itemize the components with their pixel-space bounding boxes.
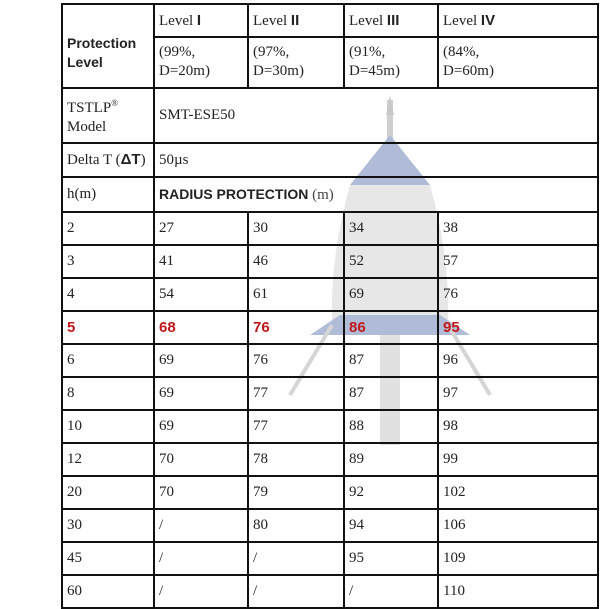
radius-cell-level-3: 88	[344, 410, 438, 443]
table-row	[62, 542, 598, 575]
radius-cell-level-1: 27	[154, 212, 248, 245]
radius-cell-level-2: 30	[248, 212, 344, 245]
table-row	[62, 575, 598, 608]
radius-cell-level-3: 69	[344, 278, 438, 311]
radius-protection-header: RADIUS PROTECTION (m)	[154, 177, 598, 212]
radius-cell-level-4: 76	[438, 278, 598, 311]
height-cell: 60	[62, 575, 154, 608]
table-row	[62, 476, 598, 509]
radius-cell-level-2: 77	[248, 410, 344, 443]
radius-cell-level-3: 92	[344, 476, 438, 509]
level-1-header: Level I	[154, 4, 248, 37]
table-row	[62, 344, 598, 377]
radius-cell-level-1: 69	[154, 410, 248, 443]
radius-cell-level-3: /	[344, 575, 438, 608]
table-row	[62, 278, 598, 311]
radius-cell-level-1: 70	[154, 476, 248, 509]
radius-cell-level-1: /	[154, 509, 248, 542]
radius-cell-level-2: 76	[248, 344, 344, 377]
delta-t-value: 50µs	[154, 143, 598, 177]
radius-cell-level-2: /	[248, 542, 344, 575]
height-cell: 6	[62, 344, 154, 377]
radius-cell-level-2: /	[248, 575, 344, 608]
radius-cell-level-1: 69	[154, 377, 248, 410]
height-cell: 30	[62, 509, 154, 542]
level-3-header: Level III	[344, 4, 438, 37]
radius-cell-level-3: 87	[344, 344, 438, 377]
protection-level-header: Protection Level	[62, 4, 154, 88]
protection-table	[61, 3, 599, 609]
radius-rows	[62, 212, 598, 608]
radius-cell-level-2: 77	[248, 377, 344, 410]
radius-cell-level-3: 95	[344, 542, 438, 575]
level-4-params: (84%, D=60m)	[438, 37, 598, 88]
table-row	[62, 377, 598, 410]
radius-cell-level-1: 70	[154, 443, 248, 476]
level-3-params: (91%, D=45m)	[344, 37, 438, 88]
radius-cell-level-1: 68	[154, 311, 248, 344]
radius-cell-level-4: 97	[438, 377, 598, 410]
radius-cell-level-2: 78	[248, 443, 344, 476]
level-2-params: (97%, D=30m)	[248, 37, 344, 88]
radius-cell-level-1: /	[154, 542, 248, 575]
radius-cell-level-3: 89	[344, 443, 438, 476]
radius-cell-level-4: 99	[438, 443, 598, 476]
level-2-header: Level II	[248, 4, 344, 37]
radius-cell-level-1: 69	[154, 344, 248, 377]
radius-cell-level-4: 110	[438, 575, 598, 608]
height-cell: 10	[62, 410, 154, 443]
radius-cell-level-1: 41	[154, 245, 248, 278]
table-row	[62, 410, 598, 443]
radius-cell-level-2: 61	[248, 278, 344, 311]
radius-cell-level-4: 96	[438, 344, 598, 377]
height-cell: 8	[62, 377, 154, 410]
radius-cell-level-4: 38	[438, 212, 598, 245]
height-cell: 5	[62, 311, 154, 344]
radius-cell-level-3: 34	[344, 212, 438, 245]
table-row	[62, 443, 598, 476]
radius-cell-level-3: 52	[344, 245, 438, 278]
radius-cell-level-4: 95	[438, 311, 598, 344]
height-cell: 12	[62, 443, 154, 476]
radius-cell-level-1: /	[154, 575, 248, 608]
level-1-params: (99%, D=20m)	[154, 37, 248, 88]
radius-cell-level-3: 86	[344, 311, 438, 344]
model-value: SMT-ESE50	[154, 88, 598, 143]
radius-cell-level-2: 79	[248, 476, 344, 509]
model-label: TSTLP® Model	[62, 88, 154, 143]
radius-cell-level-4: 98	[438, 410, 598, 443]
height-cell: 2	[62, 212, 154, 245]
radius-cell-level-3: 94	[344, 509, 438, 542]
radius-cell-level-4: 106	[438, 509, 598, 542]
radius-cell-level-2: 80	[248, 509, 344, 542]
radius-cell-level-4: 57	[438, 245, 598, 278]
table-row	[62, 212, 598, 245]
radius-cell-level-4: 102	[438, 476, 598, 509]
height-cell: 20	[62, 476, 154, 509]
height-cell: 4	[62, 278, 154, 311]
table-row	[62, 245, 598, 278]
table-row	[62, 509, 598, 542]
radius-cell-level-3: 87	[344, 377, 438, 410]
radius-cell-level-2: 76	[248, 311, 344, 344]
height-cell: 45	[62, 542, 154, 575]
level-4-header: Level IV	[438, 4, 598, 37]
height-header: h(m)	[62, 177, 154, 212]
radius-cell-level-4: 109	[438, 542, 598, 575]
radius-cell-level-2: 46	[248, 245, 344, 278]
radius-cell-level-1: 54	[154, 278, 248, 311]
height-cell: 3	[62, 245, 154, 278]
table-row	[62, 311, 598, 344]
delta-t-label: Delta T (ΔT)	[62, 143, 154, 177]
